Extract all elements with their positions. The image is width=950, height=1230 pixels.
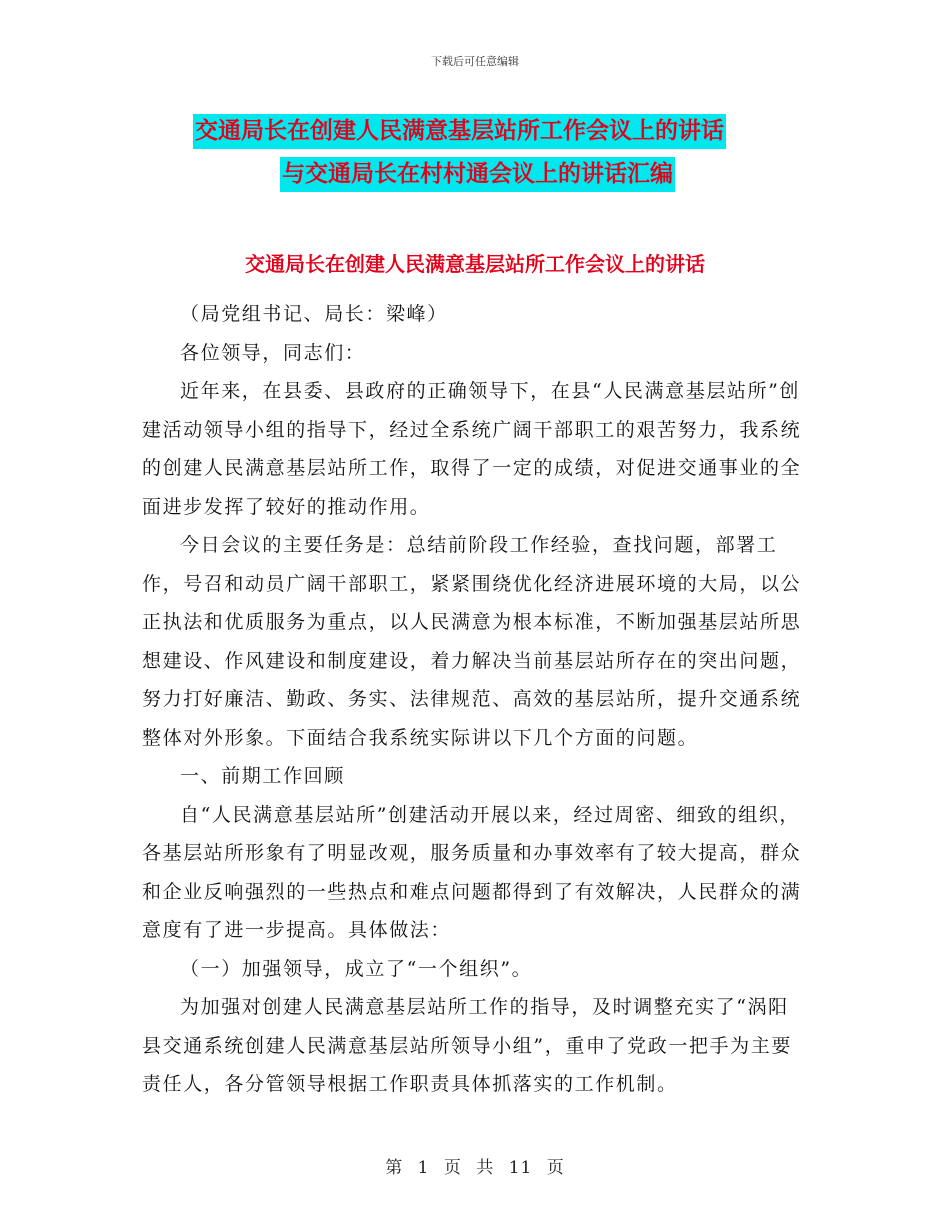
section-title: 交通局长在创建人民满意基层站所工作会议上的讲话 — [245, 252, 705, 276]
speaker-note: （局党组书记、局长：梁峰） — [180, 303, 448, 325]
footer-total-label: 共 — [476, 1158, 495, 1178]
paragraph: 今日会议的主要任务是：总结前阶段工作经验，查找问题，部署工作，号召和动员广阔干部职工，紧紧围绕优化经济进展环境的大局，以公正执法和优质服务为重点，以人民满意为根本标准，不断加强基层站所思想建设、作风建设和制度建设，着力解决当前基层站所存在的突出问题，努力打好廉洁、勤政、务实、法律规范、高效的基层站所，提升交通系统整体对外形象。下面结合我系统实际讲以下几个方面的问题。 — [142, 534, 802, 749]
page-footer — [0, 1153, 950, 1178]
paragraph: 自“人民满意基层站所”创建活动开展以来，经过周密、细致的组织，各基层站所形象有了明显改观，服务质量和办事效率有了较大提高，群众和企业反响强烈的一些热点和难点问题都得到了有效解决，人民群众的满意度有了进一步提高。具体做法： — [142, 803, 802, 941]
paragraph: 为加强对创建人民满意基层站所工作的指导，及时调整充实了“涡阳县交通系统创建人民满意基层站所领导小组”，重申了党政一把手为主要责任人，各分管领导根据工作职责具体抓落实的工作机制。 — [142, 996, 792, 1095]
subheading: 一、前期工作回顾 — [180, 765, 345, 787]
document-title-line-1: 交通局长在创建人民满意基层站所工作会议上的讲话 — [193, 114, 726, 149]
document-title-line-2: 与交通局长在村村通会议上的讲话汇编 — [280, 157, 675, 192]
footer-page-number: 1 — [417, 1158, 430, 1178]
footer-total-pages: 11 — [508, 1158, 533, 1178]
footer-prefix: 第 — [385, 1158, 404, 1178]
paragraph: 近年来，在县委、县政府的正确领导下，在县“人民满意基层站所”创建活动领导小组的指导下，经过全系统广阔干部职工的艰苦努力，我系统的创建人民满意基层站所工作，取得了一定的成绩，对促进交通事业的全面进步发挥了较好的推动作用。 — [142, 380, 802, 518]
footer-page-label: 页 — [443, 1158, 462, 1178]
salutation: 各位领导，同志们： — [180, 341, 366, 364]
footer-suffix: 页 — [546, 1158, 565, 1178]
document-body — [142, 295, 808, 1104]
subheading: （一）加强领导，成立了“一个组织”。 — [180, 957, 533, 980]
header-note: 下载后可任意编辑 — [431, 55, 519, 68]
